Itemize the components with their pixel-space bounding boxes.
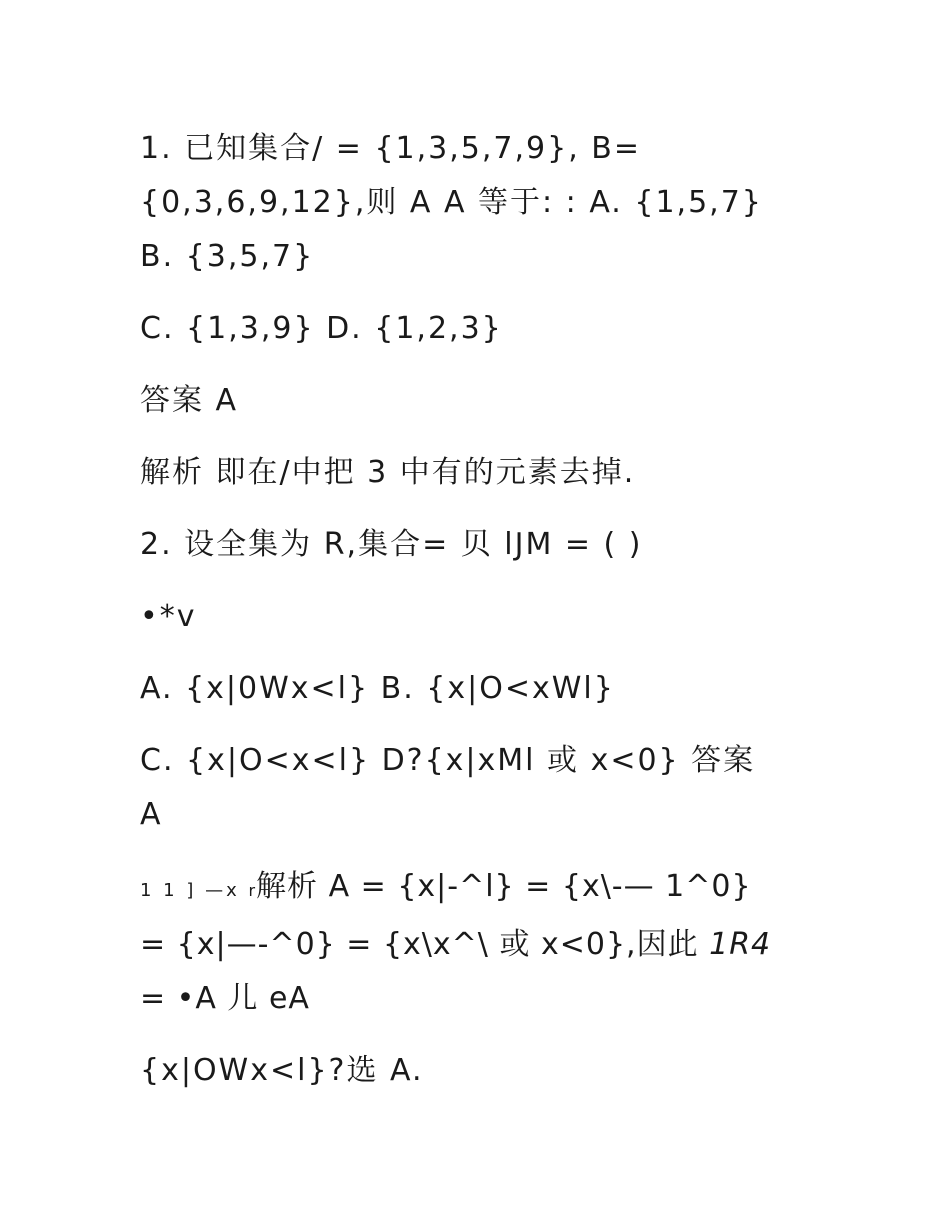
analysis-fragment: 1 1 ] —x <box>140 880 249 901</box>
question-2-analysis-line-2 <box>140 918 810 972</box>
analysis-line-2-text: = {x|—-^0} = {x\x^\ 或 x<0},因此 <box>140 927 710 962</box>
question-1-answer: 答案 A <box>140 383 239 418</box>
question-2-analysis-line-3 <box>140 972 810 1026</box>
question-2-stem: 2. 设全集为 R,集合= 贝 lJM = ( ) <box>140 527 643 562</box>
question-2-options-cd-line-2: A <box>140 797 163 832</box>
analysis-line-1-text: 解析 A = {x|-^l} = {x\-— 1^0} <box>256 869 752 904</box>
analysis-subscript: r <box>248 881 257 900</box>
question-1-line-1: 1. 已知集合/ = {1,3,5,7,9}, B= <box>140 131 642 166</box>
question-2-analysis <box>140 860 810 1026</box>
question-2-options-cd-line-1: C. {x|O<x<l} D?{x|xMl 或 x<0} 答案 <box>140 743 756 778</box>
question-2-options-cd <box>140 734 810 842</box>
question-1-line-2: {0,3,6,9,12},则 A A 等于: : A. {1,5,7} <box>140 185 763 220</box>
question-2-options-ab: A. {x|0Wx<l} B. {x|O<xWl} <box>140 671 615 706</box>
document-body <box>140 122 810 1116</box>
analysis-line-3-italic: = <box>140 981 167 1016</box>
analysis-line-3-text: •A 儿 eA <box>166 981 310 1016</box>
question-2-symbol: •*v <box>140 599 197 634</box>
question-2-analysis-line-1 <box>140 860 810 918</box>
question-1-options-cd: C. {1,3,9} D. {1,2,3} <box>140 311 503 346</box>
analysis-line-2-italic: 1R4 <box>709 927 772 962</box>
question-1-line-3: B. {3,5,7} <box>140 239 315 274</box>
question-1-analysis: 解析 即在/中把 3 中有的元素去掉. <box>140 455 636 490</box>
question-2-conclusion: {x|OWx<l}?选 A. <box>140 1053 424 1088</box>
question-1-stem <box>140 122 810 284</box>
